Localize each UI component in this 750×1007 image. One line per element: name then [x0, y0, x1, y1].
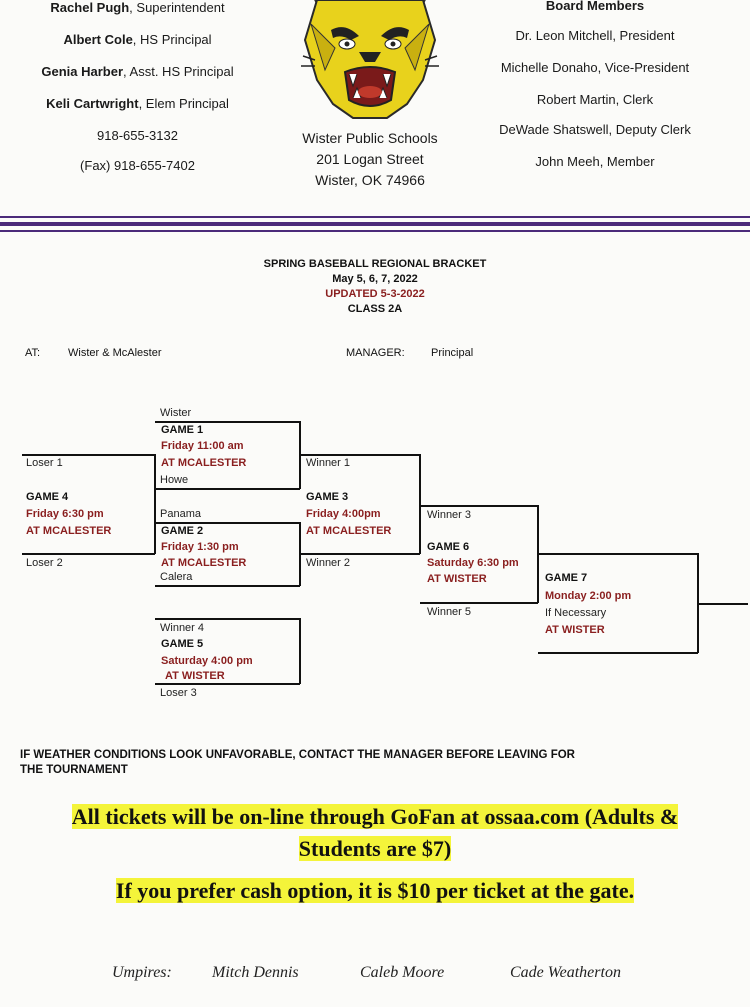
cash-notice-text: If you prefer cash option, it is $10 per ticket at the gate.	[115, 878, 635, 903]
tickets-notice-line2	[0, 836, 750, 862]
game5-title: GAME 5	[161, 638, 204, 650]
header-divider	[0, 222, 750, 226]
bracket-title: SPRING BASEBALL REGIONAL BRACKET	[263, 258, 487, 270]
bracket-line	[155, 683, 300, 685]
staff-role: , Superintendent	[129, 0, 225, 15]
game1-team-bottom: Howe	[160, 474, 189, 486]
cash-notice	[0, 878, 750, 904]
school-name: Wister Public Schools	[302, 130, 438, 146]
game4-title: GAME 4	[26, 491, 69, 503]
bracket-line	[22, 454, 155, 456]
bracket-dates: May 5, 6, 7, 2022	[332, 273, 418, 285]
game4-team-bottom: Loser 2	[26, 557, 63, 569]
header-divider	[0, 230, 750, 232]
bracket-line	[300, 553, 420, 555]
tickets-line1-text: All tickets will be on-line through GoFan at ossaa.com (Adults &	[71, 804, 679, 829]
game1-team-top: Wister	[160, 407, 192, 419]
staff-asst-principal	[20, 64, 255, 79]
game3-time: Friday 4:00pm	[306, 508, 381, 520]
bracket-line	[419, 454, 421, 554]
header-divider	[0, 216, 750, 218]
school-street: 201 Logan Street	[316, 151, 424, 167]
staff-name: Keli Cartwright	[46, 96, 139, 111]
staff-name: Rachel Pugh	[50, 0, 130, 15]
bracket-line	[698, 603, 748, 605]
bracket-line	[299, 618, 301, 684]
at-value: Wister & McAlester	[68, 347, 162, 359]
bracket-class: CLASS 2A	[347, 303, 403, 315]
game7-note: If Necessary	[545, 607, 607, 619]
game3-team-top: Winner 1	[306, 457, 351, 469]
bracket-line	[155, 421, 300, 423]
board-heading: Board Members	[545, 0, 645, 13]
bracket-line	[155, 522, 300, 524]
staff-role: , Elem Principal	[138, 96, 229, 111]
tickets-notice-line1	[0, 804, 750, 830]
game3-team-bottom: Winner 2	[306, 557, 351, 569]
phone-number: 918-655-3132	[97, 128, 178, 143]
game2-team-top: Panama	[160, 508, 201, 520]
game4-team-top: Loser 1	[26, 457, 63, 469]
staff-superintendent	[20, 0, 255, 15]
board-member: John Meeh, Member	[535, 154, 655, 169]
bracket-line	[420, 602, 538, 604]
at-label: AT:	[25, 347, 41, 359]
bracket-line	[155, 618, 300, 620]
game6-location: AT WISTER	[427, 573, 487, 585]
bracket-updated: UPDATED 5-3-2022	[325, 288, 425, 300]
manager-label: MANAGER:	[346, 347, 405, 359]
bracket-line	[420, 505, 538, 507]
board-member: Michelle Donaho, Vice-President	[500, 60, 690, 75]
staff-name: Genia Harber	[41, 64, 124, 79]
game6-team-top: Winner 3	[427, 509, 472, 521]
board-member: Dr. Leon Mitchell, President	[515, 28, 675, 43]
game5-team-top: Winner 4	[160, 622, 205, 634]
game5-team-bottom: Loser 3	[160, 687, 197, 699]
game5-time: Saturday 4:00 pm	[161, 655, 253, 667]
game6-time: Saturday 6:30 pm	[427, 557, 519, 569]
school-city: Wister, OK 74966	[315, 172, 425, 188]
bracket-line	[300, 454, 420, 456]
weather-notice-line2: THE TOURNAMENT	[20, 764, 128, 776]
game2-title: GAME 2	[161, 525, 204, 537]
game2-team-bottom: Calera	[160, 571, 193, 583]
game3-title: GAME 3	[306, 491, 349, 503]
game4-time: Friday 6:30 pm	[26, 508, 104, 520]
staff-elem-principal	[20, 96, 255, 111]
game6-title: GAME 6	[427, 541, 470, 553]
staff-hs-principal	[20, 32, 255, 47]
game7-location: AT WISTER	[545, 624, 605, 636]
bracket-line	[22, 553, 155, 555]
bracket-line	[154, 454, 156, 554]
umpire-name: Cade Weatherton	[510, 964, 621, 981]
game2-location: AT MCALESTER	[161, 557, 247, 569]
umpire-name: Mitch Dennis	[212, 964, 299, 981]
staff-name: Albert Cole	[63, 32, 133, 47]
board-member: Robert Martin, Clerk	[536, 92, 654, 107]
game2-time: Friday 1:30 pm	[161, 541, 239, 553]
game7-time: Monday 2:00 pm	[545, 590, 632, 602]
tickets-line2-text: Students are $7)	[298, 836, 452, 861]
game1-time: Friday 11:00 am	[161, 440, 244, 452]
bracket-line	[538, 652, 698, 654]
bracket-line	[155, 585, 300, 587]
game1-location: AT MCALESTER	[161, 457, 247, 469]
fax-number: (Fax) 918-655-7402	[80, 158, 195, 173]
staff-role: , Asst. HS Principal	[123, 64, 234, 79]
staff-role: , HS Principal	[132, 32, 212, 47]
bracket-line	[155, 488, 300, 490]
manager-value: Principal	[431, 347, 474, 359]
game1-title: GAME 1	[161, 424, 204, 436]
game7-title: GAME 7	[545, 572, 588, 584]
wildcat-logo	[295, 0, 445, 122]
weather-notice-line1: IF WEATHER CONDITIONS LOOK UNFAVORABLE, CONTACT THE MANAGER BEFORE LEAVING FOR	[20, 749, 575, 761]
game3-location: AT MCALESTER	[306, 525, 392, 537]
umpires-label: Umpires:	[112, 964, 172, 981]
bracket-line	[538, 553, 698, 555]
game5-location: AT WISTER	[165, 670, 225, 682]
board-member: DeWade Shatswell, Deputy Clerk	[499, 122, 691, 137]
game6-team-bottom: Winner 5	[427, 606, 472, 618]
umpire-name: Caleb Moore	[360, 964, 445, 981]
game4-location: AT MCALESTER	[26, 525, 112, 537]
